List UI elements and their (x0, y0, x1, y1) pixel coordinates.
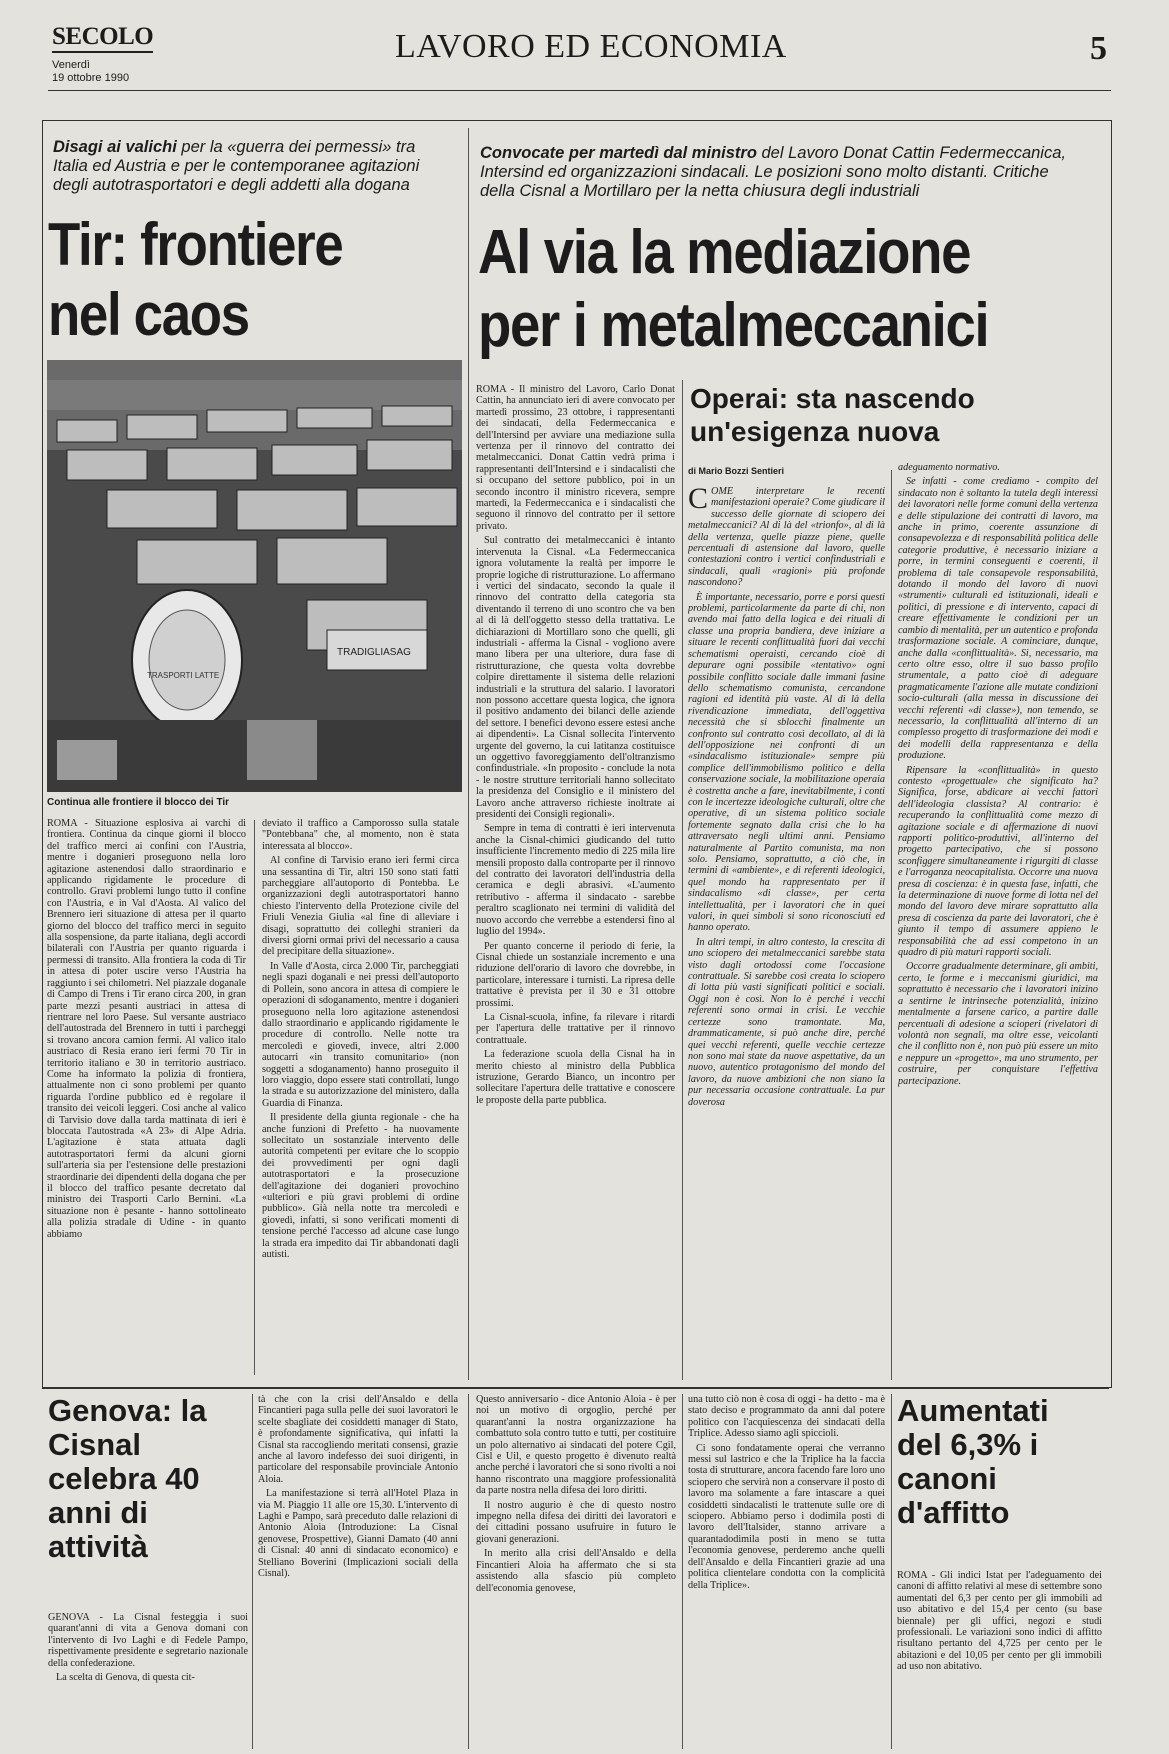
operai-column-1 (688, 486, 885, 1379)
affitto-headline: Aumentati del 6,3% i canoni d'affitto (897, 1393, 1049, 1530)
column-rule (891, 1394, 892, 1749)
date-day: Venerdì (52, 59, 90, 71)
operai-paragraph: adeguamento normativo. (898, 462, 1000, 473)
column-rule (254, 820, 255, 1375)
metal-kicker (480, 144, 1080, 201)
tir-kicker-text: per la «guerra dei permessi» tra Italia ed Austria e per le contemporanee agitazioni degli autotrasportatori e degli addetti alla dogana (53, 138, 420, 194)
page-number: 5 (1090, 30, 1107, 67)
affitto-paragraph: ROMA - Gli indici Istat per l'adeguamento dei canoni di affitto relativi al mese di settembre sono aumentati del 6,3 per cento per gli immobili ad uso abitativo e del 15,4 per cento (su base biennale) per gli uffici, negozi e studi professionali. Le variazioni sono indici di affitto risultano pertanto del 4,725 per cento per le abitazioni e del 10,05 per cento per gli immobili ad uso non abitativo. (897, 1570, 1102, 1673)
genova-column-1 (48, 1612, 248, 1747)
metal-headline (478, 216, 1094, 362)
genova-paragraph: La scelta di Genova, di questa cit- (56, 1672, 195, 1684)
genova-paragraph: Ci sono fondatamente operai che verranno messi sul lastrico e che la Triplice ha la faccia tosta di strutturare, ancora facendo fare loro uno sciopero che servirà non a conservare il posto di lavoro ma solamente a fare intascare a quei cosiddetti sindacalisti le trattenute sulle ore di sciopero. Abbiamo perso i dodimila posti di lavoro dell'Italsider, stanno arrivare a quarantadodimila posti in meno se tutta l'economia genovese, perderemo anche quelli dell'Ansaldo e della Fincantieri grazie ad una politica clientelare condotta con la complicità della Triplice». (688, 1442, 885, 1591)
trucks-photo (47, 360, 462, 792)
bottom-rule (42, 1388, 1109, 1389)
genova-paragraph: La manifestazione si terrà all'Hotel Plaza in via M. Piaggio 11 alle ore 15,30. L'intervento di Laghi e Pampo, sarà preceduto dalle relazioni di Antonio Aloia (Introduzione: La Cisnal genovese, Prospettive), Gianni Damato (40 anni di Cisnal: 40 anni di sindacato economico) e Stelliano Boverini (Implicazioni sociali della Cisnal). (258, 1488, 458, 1580)
genova-paragraph: Il nostro augurio è che di questo nostro impegno nella difesa dei diritti dei lavoratori e dei cittadini possano usufruire in futuro le giovani generazioni. (476, 1499, 676, 1545)
masthead-logo: SECOLO (52, 24, 153, 53)
section-title: LAVORO ED ECONOMIA (395, 28, 787, 65)
genova-paragraph: GENOVA - La Cisnal festeggia i suoi quarant'anni di vita a Genova domani con l'intervento di Ivo Laghi e di Fedele Pampo, rispettivamente presidente e segretario nazionale della confederazione. (48, 1612, 248, 1669)
column-rule (468, 1394, 469, 1749)
column-rule (891, 470, 892, 1380)
genova-paragraph: una tutto ciò non è cosa di oggi - ha detto - ma è stato deciso e programmato da anni dal potere politico con l'acquiescenza dei sindacati della Triplice. Adesso siamo agli spiccioli. (688, 1394, 885, 1440)
column-rule (682, 1394, 683, 1749)
operai-byline: di Mario Bozzi Sentieri (688, 466, 785, 476)
operai-paragraph: Occorre gradualmente determinare, gli ambiti, certo, le forme e i meccanismi giuridici, ma soprattutto è necessario che i lavoratori inizino a sentirne le intrinseche potenzialità, inizino mentalmente a farsene carico, a partire dalle percentuali di adesione a scioperi (rivelatori di volontà non segnali, ma oltre esse, veicolanti che il conflitto non è, non può più essere un mito e neppure un «progetto», ma uno strumento, per costruire, per conquistare l'effettiva partecipazione. (898, 961, 1098, 1087)
metal-paragraph: La Cisnal-scuola, infine, fa rilevare i ritardi per l'apertura delle trattative per il rinnovo contrattuale. (476, 1011, 675, 1046)
date-full: 19 ottobre 1990 (52, 72, 130, 84)
metal-column (476, 384, 675, 1379)
genova-paragraph: In merito alla crisi dell'Ansaldo e della Fincantieri Aloia ha affermato che si sta assistendo alla sfascio più completo dell'economia genovese, (476, 1548, 676, 1594)
operai-paragraph: Ripensare la «conflittualità» in questo contesto «progettuale» che significato ha? Significa, forse, abdicare ai vecchi fattori dell'ideologia classista? Al contrario: è recuperando la conflittualità come mezzo di agitazione sociale e di affermazione di nuovi rapporti politico-produttivi, all'interno del progetto partecipativo, che si possono sconfiggere simultaneamente i rigurgiti di classe e l'arroganza neocapitalista. Occorre una nuova presa di coscienza: è in questa fase, infatti, che la determinazione di nuove forme di lotta nel del mondo del lavoro deve mirare soprattutto alla presa di coscienza da parte dei lavoratori, che è giunto il tempo di assumere appieno le responsabilità che ad essi competono in un quadro di più maturi rapporti sociali. (898, 764, 1098, 959)
tir-col1-paragraph: ROMA - Situazione esplosiva ai varchi di frontiera. Continua da cinque giorni il blocco del traffico merci ai confini con l'Austria, mentre i doganieri proseguono nella loro agitazione astenendosi dallo straordinario e applicando rigidamente le procedure di controllo. Gravi problemi lungo tutto il confine con l'Austria, e in Val d'Aosta. Al valico del Brennero ieri situazione di attesa per il quarto giorno del blocco del traffico merci in seguito alla sospensione, da parte italiana, degli accordi bilaterali con l'Austria per quanto riguarda i permessi di transito. Alla frontiera la coda di Tir in attesa di poter uscire verso l'Austria ha raggiunto i sei chilometri. Nel piazzale doganale di Campo di Trens i Tir erano circa 200, in gran parte mezzi pesanti austriaci in attesa di rientrare nel loro Paese. Sul versante austriaco dell'autostrada del Brennero in tutti i parcheggi si trovano ancora camion fermi. Al valico italo austriaco di Resia erano ieri fermi 70 Tir in territorio italiano e 30 in territorio austriaco. Come ha informato la polizia di frontiera, attualmente non ci sono problemi per quanto riguarda l'ordine pubblico ed è regolare il transito dei veicoli leggeri. Cosi anche al valico di Tarvisio dove dalla tarda mattinata di ieri è bloccata l'autostrada «A 23» di Alpe Adria. L'agitazione è stata attuata dagli autotrasportatori fermi da alcuni giorni sull'arteria sia per l'estensione delle prestazioni straordinarie dei dipendenti della dogana che per il blocco del traffico pesante decretato dal ministro dei Trasporti Carlo Bernini. «La situazione non è pesante - hanno sottolineato alla polizia stradale di Udine - in quanto abbiamo (47, 818, 246, 1240)
tir-headline (48, 210, 418, 350)
metal-paragraph: Per quanto concerne il periodo di ferie, la Cisnal chiede un sostanziale incremento e una riduzione dell'orario di lavoro che dovrebbe, in particolare, interessare i turnisti. La ripresa delle trattative è prevista per il 30 e 31 ottobre prossimi. (476, 940, 675, 1009)
photo-caption: Continua alle frontiere il blocco dei Tir (47, 797, 230, 808)
tir-col2-paragraph: deviato il traffico a Camporosso sulla statale "Pontebbana" che, al momento, non è stata interessata al blocco». (262, 818, 459, 852)
tir-kicker-bold: Disagi ai valichi (53, 138, 177, 156)
genova-paragraph: tà che con la crisi dell'Ansaldo e della Fincantieri paga sulla pelle dei suoi lavoratori le scelte sbagliate dei cosiddetti manager di Stato, è profondamente significativa, qui infatti la Cisnal sta raccogliendo meritati consensi, grazie anche al lavoro indefesso dei suoi dirigenti, in particolare del responsabile provinciale Antonio Aloia. (258, 1394, 458, 1485)
metal-paragraph: La federazione scuola della Cisnal ha in merito chiesto al ministro della Pubblica istruzione, Gerardo Bianco, un incontro per sollecitare l'apertura delle trattative e conoscere le proposte della parte pubblica. (476, 1049, 675, 1106)
genova-column-3 (476, 1394, 676, 1749)
metal-headline-line1: Al via la mediazione (478, 218, 971, 287)
tir-headline-line1: Tir: frontiere (48, 211, 343, 278)
column-rule (468, 128, 469, 1380)
genova-paragraph: Questo anniversario - dice Antonio Aloia - è per noi un motivo di orgoglio, perché per quarant'anni la nostra organizzazione ha combattuto sola contro tutto e tutti, per costituire un polo alternativo ai sindacati del potere Cgil, Cisl e Uil, e questo progetto è divenuto realtà anche perché i lavoratori che si sono rivolti a noi hanno riscontrato una maggiore professionalità da parte nostra nella difesa dei loro diritti. (476, 1394, 676, 1497)
tir-column-1 (47, 818, 246, 1378)
column-rule (682, 380, 683, 1380)
tir-col2-paragraph: Il presidente della giunta regionale - che ha anche funzioni di Prefetto - ha nuovamente sollecitato un sostanziale intervento delle autorità competenti per evitare che lo scoppio dei provvedimenti per ogni dagli autotrasportatori e la prosecuzione dell'agitazione dei doganieri provochino «ulteriori e più gravi problemi di ordine pubblico». Già nella notte tra mercoledì e giovedì, infatti, si sono verificati momenti di tensione perché l'accesso ad alcune case lungo la strada era impedito dai Tir abbandonati dagli autisti. (262, 1112, 459, 1261)
affitto-column (897, 1570, 1102, 1750)
genova-headline: Genova: la Cisnal celebra 40 anni di attività (48, 1393, 207, 1564)
photo-brand-text: TRADIGLIASAG (337, 647, 411, 658)
operai-lead-text: OME interpretare le recenti manifestazioni operaie? Come giudicare il successo delle giornate di sciopero dei metalmeccanici? Al di là del «trionfo», al di là della vertenza, quelle piazze piene, quelle percentuali di astensione dal lavoro, quelle contestazioni contro i vertici confindustriali e sindacali, quali «ragioni» più profonde nascondono? (688, 486, 885, 589)
metal-paragraph: Sempre in tema di contratti è ieri intervenuta anche la Cisnal-chimici giudicando del tutto insufficiente l'incremento medio di 225 mila lire mensili proposto dalla controparte per il rinnovo del contratto dei lavoratori dell'industria della ceramica e degli abrasivi. «L'aumento retributivo - afferma il sindacato - sarebbe peraltro scaglionato nei termini di validità del nuovo accordo che verrebbe a estendersi fino al luglio del 1994». (476, 823, 675, 938)
column-rule (252, 1394, 253, 1749)
trucks-photo-image (47, 360, 462, 792)
tir-col2-paragraph: Al confine di Tarvisio erano ieri fermi circa una sessantina di Tir, altri 150 sono stati fatti parcheggiare all'autoporto di Pontebba. Le organizzazioni degli autotrasportatori hanno chiesto l'intervento della Protezione civile del Friuli Venezia Giulia «al fine di alleviare i disagi, soprattutto dei colleghi stranieri da diversi giorni ormai privi del necessario a causa del precipitare della situazione». (262, 855, 459, 958)
header-rule (48, 90, 1111, 91)
operai-paragraph (688, 486, 885, 589)
metal-kicker-bold: Convocate per martedì dal ministro (480, 144, 757, 162)
metal-paragraph: Sul contratto dei metalmeccanici è intanto intervenuta la Cisnal. «La Federmeccanica ignora volutamente la realtà per imporre le proprie logiche di ristrutturazione. Lo affermano i vertici del sindacato, secondo la quale il rinnovo del contratto della categoria sta diventando il terreno di uno scontro che va ben al di là dell'oggetto stesso della trattativa. Le dichiarazioni di Mortillaro sono che quelli, gli industriali - afferma la Cisnal - vogliono avere mano libera per una ulteriore, dura fase di ristrutturazione, che questa volta dovrebbe colpire direttamente il sistema delle relazioni industriali e la struttura del salario. I lavoratori non possono accettare questa logica, che ignora il positivo andamento dei bilanci delle aziende del settore. I benefici devono essere estesi anche ai dipendenti». La Cisnal sollecita l'intervento urgente del governo, la cui latitanza costituisce un oggettivo favoreggiamento dell'oltranzismo confindustriale. «In proposito - conclude la nota - le nostre strutture territoriali hanno sollecitato la presidenza del Consiglio e il ministero del Lavoro anche attraverso richieste inoltrate ai presidenti dei Consigli regionali». (476, 535, 675, 821)
operai-paragraph: Se infatti - come crediamo - compito del sindacato non è soltanto la tutela degli interessi dei lavoratori nelle forme comuni della vertenza e delle stipulazione dei contratti di lavoro, ma anche in primo, coerente assunzione di consapevolezza e di responsabilità politica delle categorie produttive, è necessario iniziare a porre, in termini conseguenti e coerenti, il problema di tale consapevole responsabilità, dotando il mondo del lavoro di nuovi «strumenti» culturali ed istituzionali, ideali e politici, di pressione e di intervento, capaci di creare effettivamente le condizioni per un cambio di mentalità, per un autentico e profonda trasformazione sociale. A cominciare, dunque, anche dalla «conflittualità». Si, necessario, ma certo oltre esso, oltre il suo basso profilo strumentale, a patto cioè di adeguare pragmaticamente l'azione alle mutate condizioni socio-culturali (alla messa in discussione dei vecchi referenti «di classe»), non temendo, se necessario, la conflittualità all'interno di un complesso progetto di trasformazione dei modi e dei modelli della rappresentanza e della produzione. (898, 476, 1098, 762)
tir-headline-line2: nel caos (48, 281, 249, 348)
masthead-date (52, 59, 129, 85)
tir-kicker (53, 138, 453, 195)
metal-paragraph: ROMA - Il ministro del Lavoro, Carlo Donat Cattin, ha annunciato ieri di avere convocato per martedì prossimo, 23 ottobre, i rappresentanti dei sindacati, della Federmeccanica e dell'Intersind per avviare una mediazione sulla vertenza per il rinnovo del contratto dei metalmeccanici. Donat Cattin vedrà prima i rappresentanti dell'Intersind e i sindacalisti che si occupano del settore pubblico, poi in un secondo incontro il ministro ricevera, sempre martedì, la Federmeccanica e i sindacalisti che seguono il rinnovo del contratto per il settore privato. (476, 384, 675, 532)
drop-cap: C (688, 486, 709, 515)
photo-truck-text: TRASPORTI LATTE (147, 671, 220, 680)
operai-paragraph: In altri tempi, in altro contesto, la crescita di uno sciopero dei metalmeccanici sarebbe stata visto dagli ortodossi come l'occasione contrattuale. Si sarebbe così creata lo sciopero di lotta più vasti significati politici e sociali. Oggi non è così. Non lo è perché i vecchi referenti sono ormai in crisi. Le vecchie certezze sono tramontate. Ma, drammaticamente, si può anche dire, perché quei vecchi referenti, quelle vecchie certezze non sono mai state da nuove aspettative, da un nuovo, autentico protagonismo del mondo del lavoro, da nuove ambizioni che non siano la pur necessaria occasione contrattuale. La pur doverosa (688, 936, 885, 1108)
operai-paragraph: È importante, necessario, porre e porsi questi problemi, particolarmente da parte di chi, non avendo mai fatto della logica e dei rituali di classe una propria bandiera, deve iniziare a situare le recenti conflittualità fuori dai vecchi schematismi operaisti, cercando cioè di depurare ogni possibile «tentativo» ogni possibile conflitto sociale dalle immani fasine dello schematismo comunista, cercandone ragioni ed identità più vaste. Al di là della rivendicazione immediata, dell'oggettiva necessità che si sblocchi finalmente un confronto sul contratto così decollato, al di là dell'opposizione nei confronti di un «sindacalismo istituzionale» sempre più complice dell'immobilismo politico e della conservazione sociale, la mobilitazione operaia è costretta anche a fare, inevitabilmente, i conti con le incertezze ideologiche culturali, oltre che operative, di un sistema politico sociale fortemente segnato dalla crisi che lo ha attraversato negli ultimi anni. Pensiamo naturalmente al Partito comunista, ma non solo. Pensiamo, soprattutto, a ciò che, in termini di «ambiente», e di referenti ideologici, quel mondo ha rappresentato per il sindacalismo «di classe», per certa intellettualità, per i lavoratori che in quei valori, in quei simboli si sono riconosciuti ed hanno operato. (688, 591, 885, 934)
operai-column-2 (898, 462, 1098, 1379)
genova-column-2 (258, 1394, 458, 1749)
metal-kicker-text: del Lavoro Donat Cattin Federmeccanica, Intersind ed organizzazioni sindacali. Le posizioni sono molto distanti. Critiche della Cisnal a Mortillaro per la netta chiusura degli industriali (480, 144, 1066, 200)
genova-column-4 (688, 1394, 885, 1749)
metal-headline-line2: per i metalmeccanici (478, 291, 989, 360)
tir-column-2 (262, 818, 459, 1378)
operai-title: Operai: sta nascendo un'esigenza nuova (690, 383, 975, 447)
tir-col2-paragraph: In Valle d'Aosta, circa 2.000 Tir, parcheggiati negli spazi doganali e nei pressi dell'autoporto di Pollein, sono ancora in attesa di compiere le operazioni di sdoganamento, mentre i doganieri proseguono nella loro agitazione astenendosi dallo straordinario e applicando rigidamente le procedure di controllo. Nelle notte tra mercoledì e giovedì, invece, altri 2.000 autocarri «in transito comunitario» (non soggetti a sdoganamento) hanno proseguito il loro viaggio, dopo essere stati controllati, lungo la strada e su autorizzazione del ministero, dalla Guardia di Finanza. (262, 960, 459, 1109)
